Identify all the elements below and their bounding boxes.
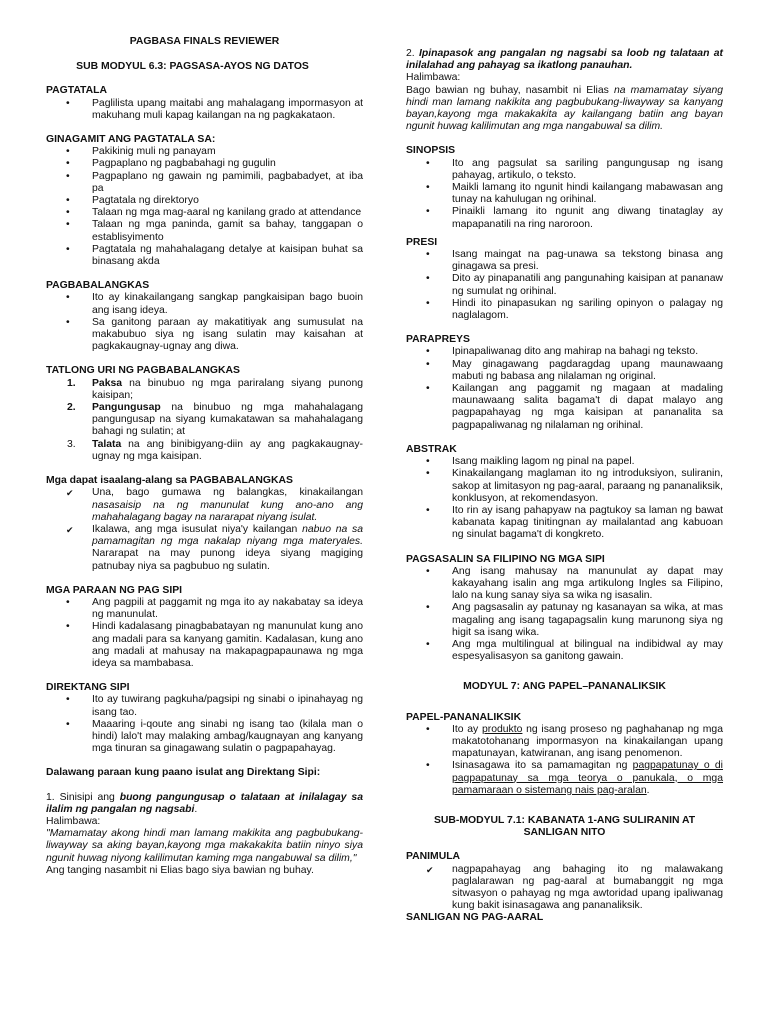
pagtatala-heading: PAGTATALA [46,85,107,97]
list-item: • Ang isang mahusay na manunulat ay dapat may kakayahang isalin ang mga artikulong Ingles sa Filipino, lalo na kung sanay siya sa wika ng isasalin. [406,566,723,603]
list-item: • Hindi kadalasang pinagbabatayan ng manunulat kung ano ang madali para sa kanyang gamitin. Kadalasan, kung ano ang madali at mahusay na makapagpapaunawa ng mga ideya sa mambabasa. [46,621,363,670]
sinopsis-heading: SINOPSIS [406,145,456,157]
check-item [46,524,363,573]
paraan-heading: MGA PARAAN NG PAG SIPI [46,584,183,596]
item-text: ng isang proseso ng paghahanap ng mga makatotohanang impormasyon na kinakailangan upang mapatunayan, katwiranan, ang isang penomenon. [452,723,723,760]
direktang-list [46,694,363,755]
check-item [46,487,363,524]
halimbawa-label: Halimbawa: [46,815,101,827]
item-text: 2. [406,48,419,59]
list-item: • Ang pagpili at paggamit ng mga ito ay nakabatay sa ideya ng manunulat. [46,597,363,621]
pagbabalangkas-heading: PAGBABALANGKAS [46,280,150,292]
list-item [46,439,363,463]
item-term: Talata [92,438,122,450]
submodule-title: SUB MODYUL 6.3: PAGSASA-AYOS NG DATOS [76,61,309,73]
parapreys-heading: PARAPREYS [406,334,470,346]
list-item: • Isang maikling lagom ng pinal na papel. [406,456,723,468]
item-term: Pangungusap [92,402,161,414]
list-item: • Pagpaplano ng gawain ng pamimili, pagbabadyet, at iba pa [46,171,363,195]
item-underlined-text: produkto [481,723,523,735]
tatlong-uri-heading: TATLONG URI NG PAGBABALANGKAS [46,365,240,377]
list-item: • Paglilista upang maitabi ang mahalagang impormasyon at makuhang muli kapag kailangan na ng pagkakataon. [46,98,363,122]
sinopsis-list [406,158,723,231]
item-text: Una, bago gumawa ng balangkas, kinakailangan [92,487,363,499]
item-text: Ikalawa, ang mga isusulat niya'y kailangan [92,523,303,535]
list-item: • Ang pagsasalin ay patunay ng kasanayan sa wika, at mas magaling ang isang tagapagsalin kung marunong siya ng higit sa isang wika. [406,602,723,639]
item-text: na ang binibigyang-diin ay ang pagkakaugnay-ugnay ng mga kaisipan. [92,438,363,462]
pagtatala-list [46,98,363,122]
list-item: • May ginagawang pagdaragdag upang maunawaang mabuti ng babasa ang nilalaman ng original. [406,359,723,383]
item-underlined-text: pagpapatunay o di pagpapatunay sa mga teorya o panukala, o mga pamamaraan o sistemang nais pag-aralan [452,760,723,796]
item-text: Isinasagawa ito sa pamamagitan ng [452,760,633,772]
item-italic-text: nasasaisip na ng manunulat kung ano-ano ang mahahalagang bagay na nararapat niyang isulat. [92,499,363,523]
item-term: Paksa [92,377,123,389]
item-number: 2. [67,402,76,414]
item-text: na binubuo ng mga pariralang siyang punong kaisipan; [92,377,363,401]
list-item: • Maikli lamang ito ngunit hindi kailangang mabawasan ang tunay na kahulugan ng orihinal. [406,182,723,206]
pagsasalin-heading: PAGSASALIN SA FILIPINO NG MGA SIPI [406,553,605,565]
list-item: • Pinaikli lamang ito ngunit ang diwang tinataglay ay mapapanatili na ring naroroon. [406,206,723,230]
check-item: ✔ nagpapahayag ang bahaging ito ng malawakang paglalarawan ng pag-aaral at bumabanggit ng mga sitwasyon o pahayag ng mga awtoridad upang ipaliwanag kung bakit isinasagawa ang pananaliksik. [406,864,723,913]
list-item: • Isang maingat na pag-unawa sa tekstong binasa ang ginagawa sa presi. [406,249,723,273]
item-italic-text: nabuo na sa pamamagitan ng mga nakalap niyang mga materyales. [92,523,363,548]
item-number: 3. [67,438,76,450]
list-item: • Kinakailangang maglaman ito ng introduksiyon, suliranin, sakop at limitasyon ng pag-aaral, paraang ng pananaliksik, konklusyon, at rekomendasyon. [406,468,723,505]
elias-quote: "Mamamatay akong hindi man lamang makikita ang pagbubukang-liwayway sa aking bayan,kayong mga makakakita batiin ninyo siya ngunit huwag niyong kalilimutan kaming mga nangabuwal sa dilim," [46,828,363,864]
list-item [406,760,723,797]
list-item: • Ito ang pagsulat sa sariling pangungusap ng isang pahayag, artikulo, o teksto. [406,158,723,182]
dapat-heading-strong: PAGBABALANGKAS [189,475,293,487]
item-text: na binubuo ng mga mahahalagang pangungusap na siyang kumakatawan sa mahahalagang bahagi ng sulatin; at [92,402,363,438]
quote-attribution: Ang tanging nasambit ni Elias bago siya bawian ng buhay. [46,864,314,876]
panimula-list [406,864,723,913]
abstrak-list [406,456,723,541]
dapat-heading-pre: Mga dapat isaalang-alang sa [46,475,190,487]
panimula-heading: PANIMULA [406,851,461,863]
list-item: • Ito ay tuwirang pagkuha/pagsipi ng sinabi o ipinahayag ng isang tao. [46,694,363,718]
dapat-heading [46,475,363,487]
dalawang-item-1 [46,792,363,816]
papel-heading: PAPEL-PANANALIKSIK [406,711,522,723]
abstrak-heading: ABSTRAK [406,443,457,455]
list-item: • Ang mga multilingual at bilingual na indibidwal ay may espesyalisasyon sa ganitong gawain. [406,639,723,663]
list-item: • Pagtatala ng mahahalagang detalye at kaisipan buhat sa binasang akda [46,244,363,268]
halimbawa-label: Halimbawa: [406,72,461,84]
elias-paraphrase [406,85,723,134]
item-bold-italic-text: buong pangungusap o talataan at inilalagay sa ilalim ng pangalan ng nagsabi [46,791,363,815]
list-item: • Pagpaplano ng pagbabahagi ng gugulin [46,158,363,170]
dapat-list [46,487,363,572]
list-item: • Ipinapaliwanag dito ang mahirap na bahagi ng teksto. [406,346,723,358]
list-item: • Ito rin ay isang pahapyaw na pagtukoy sa laman ng bawat kabanata kapag tinitingnan ay mailalantad ang kabuoan ng sinulat bagama't di kongkreto. [406,505,723,542]
list-item [46,378,363,402]
parapreys-list [406,346,723,431]
paraan-list [46,597,363,670]
item-bold-italic-text: Ipinapasok ang pangalan ng nagsabi sa loob ng talataan at inilalahad ang pahayag sa ikatlong panauhan. [406,48,723,72]
papel-list [406,724,723,797]
left-column [46,0,363,877]
list-item: • Hindi ito pinapasukan ng sariling opinyon o palagay ng naglalagom. [406,298,723,322]
item-text: Bago bawian ng buhay, nasambit ni Elias [406,84,614,96]
submodyul-7-1-title-line-2: SANLIGAN NITO [523,827,606,839]
direktang-sipi-item-2 [406,48,723,72]
list-item: • Pakikinig muli ng panayam [46,146,363,158]
sanligan-heading: SANLIGAN NG PAG-AARAL [406,912,544,924]
dalawang-heading: Dalawang paraan kung paano isulat ang Direktang Sipi: [46,767,321,779]
list-item [46,402,363,439]
submodyul-7-1-title-line-1: SUB-MODYUL 7.1: KABANATA 1-ANG SULIRANIN AT [433,814,696,826]
presi-list [406,249,723,322]
item-text: 1. Sinisipi ang [46,791,120,803]
presi-heading: PRESI [406,236,438,248]
list-item: • Pagtatala ng direktoryo [46,195,363,207]
list-item: • Maaaring i-qoute ang sinabi ng isang tao (kilala man o hindi) lalo't may malaking ambag/kaugnayan ang kanyang mga tinuran sa ginagawang sulatin o pagpapahayag. [46,719,363,756]
item-text: . [646,784,650,796]
list-item: • Ito ay kinakailangang sangkap pangkaisipan bago buoin ang isang ideya. [46,292,363,316]
list-item: • Dito ay pinapanatili ang pangunahing kaisipan at pananaw ng sumulat ng orihinal. [406,273,723,297]
item-text: Ito ay [452,723,482,735]
list-item: • Talaan ng mga mag-aaral ng kanilang grado at attendance [46,207,363,219]
item-text: Nararapat na may punong ideya siyang magiging patnubay niya sa pagbubuo ng sulatin. [92,548,363,572]
item-number: 1. [67,377,76,389]
right-column [406,0,723,925]
tatlong-uri-list [46,378,363,463]
list-item [406,724,723,761]
ginagamit-heading: GINAGAMIT ANG PAGTATALA SA: [46,134,216,146]
list-item: • Sa ganitong paraan ay makatitiyak ang sumusulat na makabubuo siya ng isang sulatin may kaisahan at pagkakaugnay-ugnay ang diwa. [46,317,363,354]
document-title: PAGBASA FINALS REVIEWER [129,36,280,47]
list-item: • Kailangan ang paggamit ng magaan at madaling maunawaang salita bagama't di dapat malayo ang pagpapahayag ng mga kaisipan at pananalita sa pagpapaliwanag ng nilalaman ng orihinal. [406,383,723,432]
ginagamit-list [46,146,363,268]
item-italic-text: na mamamatay siyang hindi man lamang nakikita ang pagbubukang-liwayway sa kanyang bayan,kayong mga makakakita ay kailangang batiin ang bayan ngunit huwag kalilimutan ang mga nangabuwal sa dilim. [406,84,724,133]
item-text: . [194,803,198,815]
pagbabalangkas-list [46,292,363,353]
direktang-heading: DIREKTANG SIPI [46,682,130,694]
list-item: • Talaan ng mga paninda, gamit sa bahay, tanggapan o establisyimento [46,219,363,243]
modyul-7-title: MODYUL 7: ANG PAPEL–PANANALIKSIK [463,681,666,693]
pagsasalin-list [406,566,723,664]
